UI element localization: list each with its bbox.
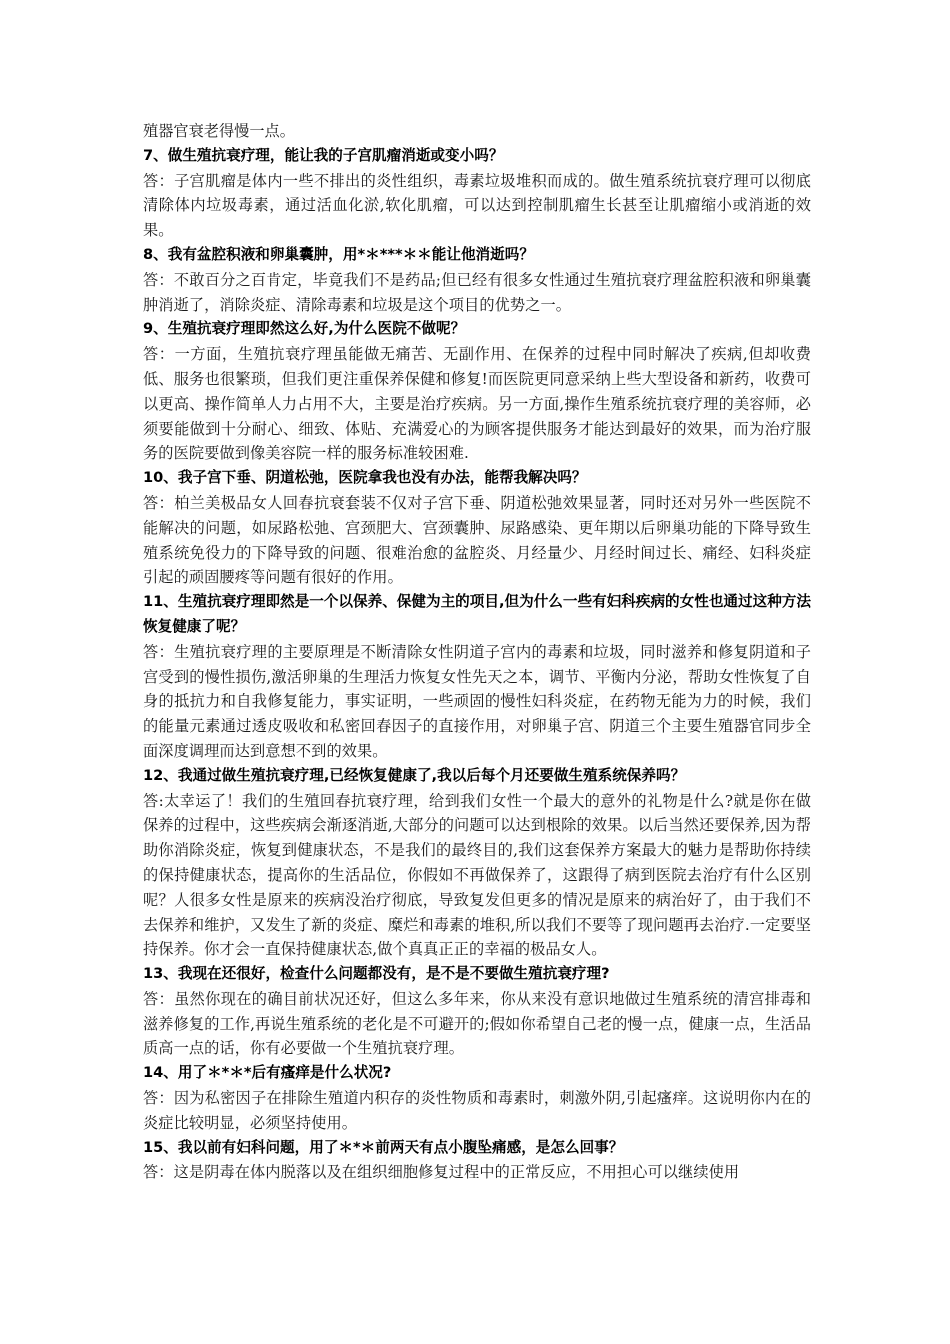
answer-paragraph: 答：生殖抗衰疗理的主要原理是不断清除女性阴道子宫内的毒素和垃圾，同时滋养和修复阴道和子宫受到的慢性损伤,激活卵巢的生理活力恢复女性先天之本，调节、平衡内分泌，帮助女性恢复了自身的抵抗力和自我修复能力，事实证明，一些顽固的慢性妇科炎症，在药物无能为力的时候，我们的能量元素通过透皮吸收和私密回春因子的直接作用，对卵巢子宫、阴道三个主要生殖器官同步全面深度调理而达到意想不到的效果。 <box>143 642 811 760</box>
qa-item <box>143 764 811 962</box>
question-heading: 15、我以前有妇科问题，用了＊*＊前两天有点小腹坠痛感，是怎么回事？ <box>143 1138 624 1156</box>
qa-item <box>143 243 811 317</box>
answer-paragraph: 答：因为私密因子在排除生殖道内积存的炎性物质和毒素时，刺激外阴,引起瘙痒。这说明你内在的炎症比较明显，必须坚持使用。 <box>143 1089 811 1132</box>
question-heading: 12、我通过做生殖抗衰疗理,已经恢复健康了,我以后每个月还要做生殖系统保养吗？ <box>143 766 686 784</box>
question-heading: 11、生殖抗衰疗理即然是一个以保养、保健为主的项目,但为什么一些有妇科疾病的女性也通过这种方法恢复健康了呢？ <box>143 593 811 635</box>
answer-paragraph: 答：不敢百分之百肯定，毕竟我们不是药品;但已经有很多女性通过生殖抗衰疗理盆腔积液和卵巢囊肿消逝了，消除炎症、清除毒素和垃圾是这个项目的优势之一。 <box>143 270 811 314</box>
qa-item <box>143 962 811 1061</box>
answer-paragraph: 答：子宫肌瘤是体内一些不排出的炎性组织，毒素垃圾堆积而成的。做生殖系统抗衰疗理可以彻底清除体内垃圾毒素，通过活血化淤,软化肌瘤，可以达到控制肌瘤生长甚至让肌瘤缩小或消逝的效果。 <box>143 171 811 240</box>
answer-paragraph: 答：虽然你现在的确目前状况还好，但这么多年来，你从来没有意识地做过生殖系统的清宫排毒和滋养修复的工作,再说生殖系统的老化是不可避开的;假如你希望自己老的慢一点，健康一点，生活品质高一点的话，你有必要做一个生殖抗衰疗理。 <box>143 989 811 1058</box>
question-heading: 10、我子宫下垂、阴道松弛，医院拿我也没有办法，能帮我解决吗？ <box>143 469 587 487</box>
question-heading: 9、生殖抗衰疗理即然这么好,为什么医院不做呢？ <box>143 320 466 338</box>
answer-paragraph: 答：一方面，生殖抗衰疗理虽能做无痛苦、无副作用、在保养的过程中同时解决了疾病,但却收费低、服务也很繁琐，但我们更注重保养保健和修复!而医院更同意采纳上些大型设备和新药，收费可以更高、操作简单人力占用不大，主要是治疗疾病。另一方面,操作生殖系统抗衰疗理的美容师，必须要能做到十分耐心、细致、体贴、充满爱心的为顾客提供服务才能达到最好的效果，而为治疗服务的医院要做到像美容院一样的服务标准较困难. <box>143 345 811 463</box>
question-heading: 8、我有盆腔积液和卵巢囊肿，用*＊***＊＊能让他消逝吗？ <box>143 245 534 263</box>
answer-paragraph: 答：这是阴毒在体内脱落以及在组织细胞修复过程中的正常反应，不用担心可以继续使用 <box>143 1163 740 1182</box>
answer-paragraph: 答:太幸运了！我们的生殖回春抗衰疗理，给到我们女性一个最大的意外的礼物是什么?就是你在做保养的过程中，这些疾病会渐逐消逝,大部分的问题可以达到根除的效果。以后当然还要保养,因为帮助你消除炎症，恢复到健康状态，不是我们的最终目的,我们这套保养方案最大的魅力是帮助你持续的保持健康状态，提高你的生活品位，你假如不再做保养了，这跟得了病到医院去治疗有什么区别呢？人很多女性是原来的疾病没治疗彻底，导致复发但更多的情况是原来的病治好了，由于我们不去保养和维护，又发生了新的炎症、糜烂和毒素的堆积,所以我们不要等了现问题再去治疗.一定要坚持保养。你才会一直保持健康状态,做个真真正正的幸福的极品女人。 <box>143 791 811 959</box>
document-page <box>143 119 811 1185</box>
answer-paragraph: 答：柏兰美极品女人回春抗衰套装不仅对子宫下垂、阴道松弛效果显著，同时还对另外一些医院不能解决的问题，如尿路松弛、宫颈肥大、宫颈囊肿、尿路感染、更年期以后卵巢功能的下降导致生殖系统免役力的下降导致的问题、很难治愈的盆腔炎、月经量少、月经时间过长、痛经、妇科炎症引起的顽固腰疼等问题有很好的作用。 <box>143 493 811 587</box>
question-heading: 13、我现在还很好，检查什么问题都没有，是不是不要做生殖抗衰疗理? <box>143 965 610 983</box>
qa-item <box>143 466 811 590</box>
qa-item <box>143 1136 811 1186</box>
continued-text: 殖器官衰老得慢一点。 <box>143 122 295 140</box>
qa-item <box>143 1061 811 1135</box>
question-heading: 14、用了＊*＊*后有瘙痒是什么状况? <box>143 1064 392 1082</box>
question-heading: 7、做生殖抗衰疗理，能让我的子宫肌瘤消逝或变小吗？ <box>143 146 504 164</box>
qa-item <box>143 590 811 764</box>
qa-item <box>143 144 811 243</box>
qa-item <box>143 317 811 466</box>
